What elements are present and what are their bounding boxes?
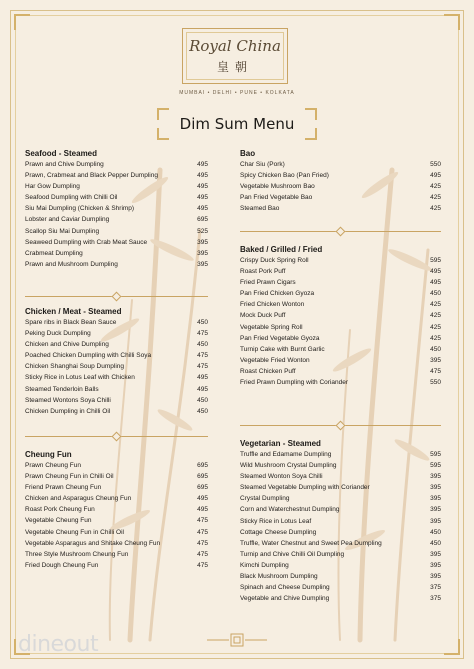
menu-item-name: Crispy Duck Spring Roll: [240, 257, 309, 264]
menu-item-price: 495: [197, 374, 208, 382]
menu-item-name: Sticky Rice in Lotus Leaf with Chicken: [25, 374, 135, 382]
menu-item: [25, 515, 208, 526]
menu-item-name: Vegetable Asparagus and Shitake Cheung Fun: [25, 539, 161, 547]
menu-item: [25, 248, 208, 259]
menu-item-name: Steamed Vegetable Dumpling with Coriander: [240, 484, 370, 492]
menu-item-name: Steamed Wontons Soya Chilli: [25, 396, 111, 404]
menu-item-name: Mock Duck Puff: [240, 312, 286, 320]
menu-item-price: 475: [197, 352, 208, 360]
menu-item-name: Peking Duck Dumpling: [25, 330, 91, 338]
menu-item: [240, 181, 441, 192]
menu-item: [240, 266, 441, 277]
menu-item-name: Siu Mai Dumpling (Chicken & Shrimp): [25, 205, 135, 213]
menu-item-name: Prawn Cheung Fun: [25, 462, 82, 469]
menu-item: [240, 593, 441, 604]
menu-item-name: Roast Pork Cheung Fun: [25, 506, 95, 514]
menu-item-name: Sticky Rice in Lotus Leaf: [240, 517, 312, 525]
menu-item-price: 425: [430, 323, 441, 331]
menu-item-price: 695: [197, 462, 208, 469]
menu-item-price: 450: [430, 539, 441, 547]
menu-item-price: 475: [197, 528, 208, 536]
menu-item-price: 395: [430, 517, 441, 525]
menu-item-price: 495: [197, 172, 208, 180]
menu-item: [25, 181, 208, 192]
menu-item: [25, 259, 208, 270]
menu-item-name: Truffle, Water Chestnut and Sweet Pea Dumpling: [240, 539, 382, 547]
menu-item-name: Vegetable Cheung Fun: [25, 517, 92, 525]
menu-item-price: 425: [430, 205, 441, 213]
section-title: Cheung Fun: [25, 450, 72, 459]
menu-item-price: 495: [197, 161, 208, 168]
menu-item-name: Chicken Shanghai Soup Dumpling: [25, 363, 125, 371]
section-vegetarian: [240, 438, 441, 604]
menu-item-price: 375: [430, 595, 441, 603]
menu-item-price: 495: [197, 183, 208, 191]
menu-item-price: 450: [197, 407, 208, 415]
menu-item: [240, 527, 441, 538]
brand-cities: MUMBAI • DELHI • PUNE • KOLKATA: [179, 90, 295, 96]
menu-item-price: 425: [430, 301, 441, 309]
section-bao: [240, 148, 441, 214]
menu-item-name: Roast Chicken Puff: [240, 367, 296, 375]
menu-item-name: Poached Chicken Dumpling with Chilli Soya: [25, 352, 152, 360]
menu-title: Dim Sum Menu: [179, 115, 295, 133]
menu-item-price: 395: [197, 249, 208, 257]
section-title: Baked / Grilled / Fried: [240, 245, 323, 254]
brand-logo: [182, 28, 288, 84]
menu-item: [25, 317, 208, 328]
menu-item: [25, 328, 208, 339]
menu-item: [25, 226, 208, 237]
menu-item: [240, 344, 441, 355]
menu-item-name: Har Gow Dumpling: [25, 183, 80, 191]
menu-item-name: Wild Mushroom Crystal Dumpling: [240, 462, 337, 470]
menu-item: [25, 493, 208, 504]
menu-item: [240, 355, 441, 366]
menu-item: [25, 372, 208, 383]
menu-item-name: Seaweed Dumpling with Crab Meat Sauce: [25, 238, 148, 246]
menu-item: [25, 214, 208, 225]
menu-item-name: Steamed Wonton Soya Chilli: [240, 473, 323, 481]
menu-item-name: Steamed Tenderloin Balls: [25, 385, 99, 393]
menu-item-price: 395: [430, 573, 441, 581]
menu-item: [25, 350, 208, 361]
menu-item: [240, 460, 441, 471]
section-cheung-fun: [25, 449, 208, 571]
menu-item-name: Vegetable Cheung Fun in Chilli Oil: [25, 528, 125, 536]
menu-item-price: 395: [430, 561, 441, 569]
menu-item-price: 495: [197, 385, 208, 393]
menu-item: [240, 471, 441, 482]
menu-item-name: Fried Chicken Wonton: [240, 301, 305, 309]
menu-item-name: Chicken and Asparagus Cheung Fun: [25, 495, 132, 503]
menu-item: [25, 406, 208, 417]
menu-item-name: Vegetable and Chive Dumpling: [240, 595, 330, 603]
menu-item: [240, 482, 441, 493]
menu-item-price: 425: [430, 312, 441, 320]
menu-item-name: Corn and Waterchestnut Dumpling: [240, 506, 340, 514]
menu-item: [25, 159, 208, 170]
menu-item-name: Prawn and Mushroom Dumpling: [25, 260, 118, 268]
menu-item-name: Fried Prawn Dumpling with Coriander: [240, 379, 349, 387]
menu-item: [240, 571, 441, 582]
menu-item: [25, 504, 208, 515]
menu-item-name: Fried Prawn Cigars: [240, 279, 296, 287]
menu-item-price: 595: [430, 462, 441, 470]
menu-item-name: Scallop Siu Mai Dumpling: [25, 227, 100, 235]
menu-item-price: 495: [197, 205, 208, 213]
menu-item-price: 425: [430, 334, 441, 342]
menu-item-name: Roast Pork Puff: [240, 268, 286, 276]
menu-item-name: Lobster and Caviar Dumpling: [25, 216, 110, 224]
menu-item-name: Turnip Cake with Burnt Garlic: [240, 345, 325, 353]
section-title: Vegetarian - Steamed: [240, 439, 321, 448]
menu-item-name: Pan Fried Vegetable Bao: [240, 194, 313, 202]
corner-ornament: [444, 14, 460, 30]
menu-item: [240, 299, 441, 310]
menu-item-price: 550: [430, 379, 441, 387]
menu-item-name: Truffle and Edamame Dumpling: [240, 451, 332, 458]
section-title: Bao: [240, 149, 256, 158]
menu-item-name: Spicy Chicken Bao (Pan Fried): [240, 172, 329, 180]
menu-item-name: Pan Fried Vegetable Gyoza: [240, 334, 320, 342]
menu-item: [240, 333, 441, 344]
menu-item: [240, 449, 441, 460]
menu-item: [25, 237, 208, 248]
menu-item-price: 450: [197, 341, 208, 349]
menu-item-name: Prawn, Crabmeat and Black Pepper Dumpling: [25, 172, 158, 180]
menu-item-name: Char Siu (Pork): [240, 161, 285, 168]
menu-item-name: Turnip and Chive Chilli Oil Dumpling: [240, 550, 345, 558]
menu-item: [25, 549, 208, 560]
menu-item: [25, 203, 208, 214]
brand-chinese-name: 皇朝: [216, 60, 253, 74]
menu-item-price: 475: [197, 363, 208, 371]
menu-item: [25, 192, 208, 203]
menu-item-price: 525: [197, 227, 208, 235]
menu-item-price: 375: [430, 584, 441, 592]
menu-item: [240, 516, 441, 527]
menu-item: [240, 203, 441, 214]
menu-item-name: Kimchi Dumpling: [240, 561, 289, 569]
menu-item: [240, 560, 441, 571]
menu-item: [240, 255, 441, 266]
menu-item-name: Friend Prawn Cheung Fun: [25, 484, 102, 492]
menu-item-price: 550: [430, 161, 441, 168]
menu-item-name: Crystal Dumpling: [240, 495, 290, 503]
menu-item: [25, 471, 208, 482]
brand-name: Royal China: [189, 37, 281, 55]
menu-item-price: 450: [430, 345, 441, 353]
menu-item: [240, 493, 441, 504]
menu-item-price: 395: [430, 356, 441, 364]
menu-item-price: 450: [197, 319, 208, 326]
menu-item-price: 495: [430, 268, 441, 276]
section-title: Chicken / Meat - Steamed: [25, 307, 122, 316]
menu-item-price: 595: [430, 257, 441, 264]
menu-item-price: 495: [197, 506, 208, 514]
menu-item: [25, 482, 208, 493]
menu-item: [240, 159, 441, 170]
menu-item-price: 425: [430, 183, 441, 191]
menu-item-price: 475: [197, 561, 208, 569]
menu-item-price: 395: [430, 473, 441, 481]
menu-item: [240, 366, 441, 377]
menu-item-name: Black Mushroom Dumpling: [240, 573, 318, 581]
menu-item-name: Prawn Cheung Fun in Chilli Oil: [25, 473, 114, 481]
menu-item-name: Three Style Mushroom Cheung Fun: [25, 550, 129, 558]
menu-item: [25, 170, 208, 181]
menu-item-price: 595: [430, 451, 441, 458]
menu-item-name: Chicken Dumpling in Chilli Oil: [25, 407, 111, 415]
menu-item-name: Cottage Cheese Dumpling: [240, 528, 317, 536]
menu-item-price: 475: [197, 550, 208, 558]
menu-item: [240, 538, 441, 549]
menu-item: [240, 549, 441, 560]
section-title: Seafood - Steamed: [25, 149, 98, 158]
menu-item: [240, 170, 441, 181]
section-baked-grilled-fried: [240, 244, 441, 388]
section-seafood: [25, 148, 208, 270]
dineout-watermark: dineout: [18, 632, 99, 657]
menu-item: [25, 339, 208, 350]
menu-item-name: Pan Fried Chicken Gyoza: [240, 290, 315, 298]
menu-item-name: Seafood Dumpling with Chilli Oil: [25, 194, 118, 202]
menu-item: [25, 361, 208, 372]
menu-item: [240, 582, 441, 593]
menu-item: [240, 504, 441, 515]
menu-item-price: 475: [197, 539, 208, 547]
menu-item-price: 395: [197, 260, 208, 268]
menu-item-price: 450: [430, 528, 441, 536]
menu-item-name: Prawn and Chive Dumpling: [25, 161, 104, 168]
menu-item-price: 695: [197, 216, 208, 224]
menu-item-price: 495: [430, 279, 441, 287]
menu-item: [240, 277, 441, 288]
section-chicken-meat: [25, 306, 208, 417]
menu-item: [240, 288, 441, 299]
menu-item: [240, 310, 441, 321]
menu-item: [25, 527, 208, 538]
menu-item: [240, 377, 441, 388]
menu-item-name: Vegetable Fried Wonton: [240, 356, 310, 364]
menu-item-name: Fried Dough Cheung Fun: [25, 561, 99, 569]
menu-item-name: Steamed Bao: [240, 205, 280, 213]
menu-item-price: 475: [197, 517, 208, 525]
menu-item-name: Spinach and Cheese Dumpling: [240, 584, 330, 592]
menu-item: [25, 395, 208, 406]
corner-ornament: [14, 14, 30, 30]
menu-item: [25, 460, 208, 471]
menu-item-name: Vegetable Mushroom Bao: [240, 183, 315, 191]
menu-item: [240, 322, 441, 333]
menu-item: [240, 192, 441, 203]
menu-item-price: 495: [430, 172, 441, 180]
menu-item-price: 395: [430, 506, 441, 514]
menu-item-name: Spare ribs in Black Bean Sauce: [25, 319, 117, 326]
menu-item: [25, 384, 208, 395]
menu-item-name: Vegetable Spring Roll: [240, 323, 303, 331]
menu-item: [25, 560, 208, 571]
menu-item-price: 495: [197, 495, 208, 503]
menu-item-price: 395: [197, 238, 208, 246]
menu-item: [25, 538, 208, 549]
menu-item-name: Crabmeat Dumpling: [25, 249, 83, 257]
corner-ornament: [444, 639, 460, 655]
menu-item-price: 395: [430, 550, 441, 558]
menu-item-price: 475: [197, 330, 208, 338]
menu-title-frame: [157, 108, 317, 140]
menu-item-price: 695: [197, 484, 208, 492]
footer-ornament: [205, 632, 269, 648]
menu-item-price: 425: [430, 194, 441, 202]
menu-item-price: 395: [430, 495, 441, 503]
menu-item-price: 450: [197, 396, 208, 404]
menu-item-price: 495: [197, 194, 208, 202]
menu-item-name: Chicken and Chive Dumpling: [25, 341, 109, 349]
menu-item-price: 695: [197, 473, 208, 481]
menu-item-price: 395: [430, 484, 441, 492]
menu-item-price: 475: [430, 367, 441, 375]
menu-item-price: 450: [430, 290, 441, 298]
